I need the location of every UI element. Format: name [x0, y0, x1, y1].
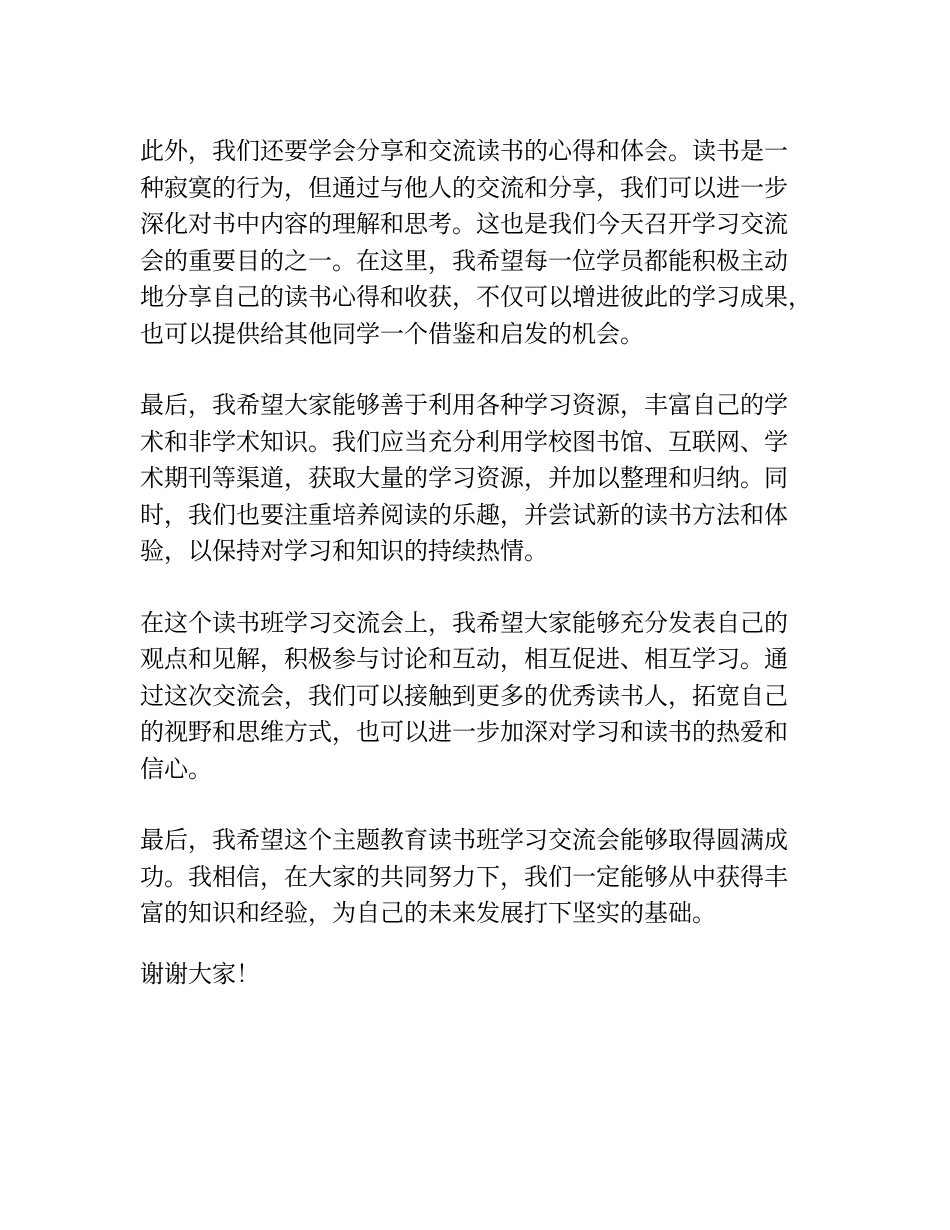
text-line: 富的知识和经验，为自己的未来发展打下坚实的基础。 [140, 899, 716, 927]
text-line: 功。我相信，在大家的共同努力下，我们一定能够从中获得丰 [140, 862, 788, 891]
text-line: 观点和见解，积极参与讨论和互动，相互促进、相互学习。通 [140, 645, 788, 673]
text-line: 信心。 [140, 754, 212, 783]
text-line: 种寂寞的行为，但通过与他人的交流和分享，我们可以进一步 [140, 173, 788, 202]
text-line: 谢谢大家！ [140, 959, 260, 988]
paragraph-sharing [140, 133, 830, 352]
text-line: 最后，我希望大家能够善于利用各种学习资源，丰富自己的学 [140, 391, 788, 419]
text-line: 会的重要目的之一。在这里，我希望每一位学员都能积极主动 [140, 246, 788, 275]
paragraph-resources [140, 387, 830, 570]
text-line: 的视野和思维方式，也可以进一步加深对学习和读书的热爱和 [140, 718, 788, 746]
document-body [140, 133, 830, 1027]
text-line: 过这次交流会，我们可以接触到更多的优秀读书人，拓宽自己 [140, 681, 788, 710]
text-line: 也可以提供给其他同学一个借鉴和启发的机会。 [140, 319, 644, 348]
text-line: 术和非学术知识。我们应当充分利用学校图书馆、互联网、学 [140, 427, 788, 456]
paragraph-exchange [140, 605, 830, 788]
text-line: 最后，我希望这个主题教育读书班学习交流会能够取得圆满成 [140, 826, 788, 854]
text-line: 深化对书中内容的理解和思考。这也是我们今天召开学习交流 [140, 210, 788, 238]
text-line: 术期刊等渠道，获取大量的学习资源，并加以整理和归纳。同 [140, 464, 788, 492]
text-line: 时，我们也要注重培养阅读的乐趣，并尝试新的读书方法和体 [140, 500, 788, 529]
text-line: 验，以保持对学习和知识的持续热情。 [140, 537, 548, 565]
paragraph-closing [140, 822, 830, 932]
paragraph-thanks [140, 956, 830, 993]
text-line: 地分享自己的读书心得和收获，不仅可以增进彼此的学习成果， [140, 283, 812, 311]
text-line: 此外，我们还要学会分享和交流读书的心得和体会。读书是一 [140, 137, 788, 165]
text-line: 在这个读书班学习交流会上，我希望大家能够充分发表自己的 [140, 608, 788, 637]
